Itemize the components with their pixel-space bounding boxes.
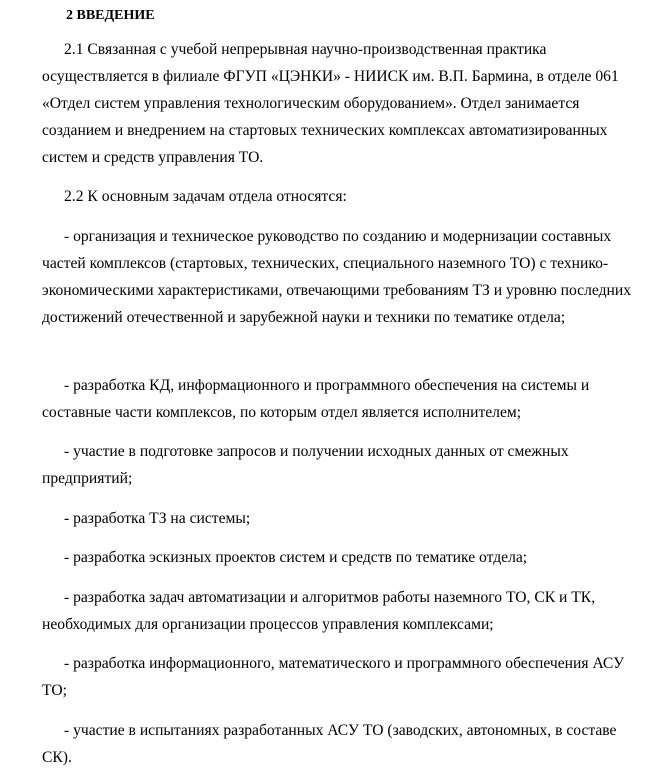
list-item-tz: - разработка ТЗ на системы; [64, 510, 251, 527]
list-item-software: - разработка информационного, математического и программного обеспечения АСУ ТО; [42, 655, 625, 699]
list-item-testing: - участие в испытаниях разработанных АСУ ТО (заводских, автономных, в составе СК). [42, 722, 617, 766]
section-heading: 2 ВВЕДЕНИЕ [66, 8, 155, 23]
list-item-requests: - участие в подготовке запросов и получении исходных данных от смежных предприятий; [42, 443, 569, 487]
paragraph-2-1: 2.1 Связанная с учебой непрерывная научно-производственная практика осуществляется в филиале ФГУП «ЦЭНКИ» - НИИСК им. В.П. Бармина, в отделе 061 «Отдел систем управления технологическим оборудованием». Отдел занимается созданием и внедрением на стартовых технических комплексах автоматизированных систем и средств управления ТО. [42, 41, 619, 166]
list-item-automation-tasks: - разработка задач автоматизации и алгоритмов работы наземного ТО, СК и ТК, необходимых для организации процессов управления комплексами; [42, 589, 596, 633]
list-item-kd-development: - разработка КД, информационного и программного обеспечения на системы и составные части комплексов, по которым отдел является исполнителем; [42, 377, 590, 421]
list-item-draft-projects: - разработка эскизных проектов систем и средств по тематике отдела; [64, 549, 528, 566]
list-item-organization: - организация и техническое руководство по созданию и модернизации составных частей комплексов (стартовых, технических, специального наземного ТО) с технико-экономическими характеристиками, отвечающими требованиям ТЗ и уровню последних достижений отечественной и зарубежной науки и техники по тематике отдела; [42, 228, 632, 326]
paragraph-2-2: 2.2 К основным задачам отдела относятся: [64, 188, 347, 205]
